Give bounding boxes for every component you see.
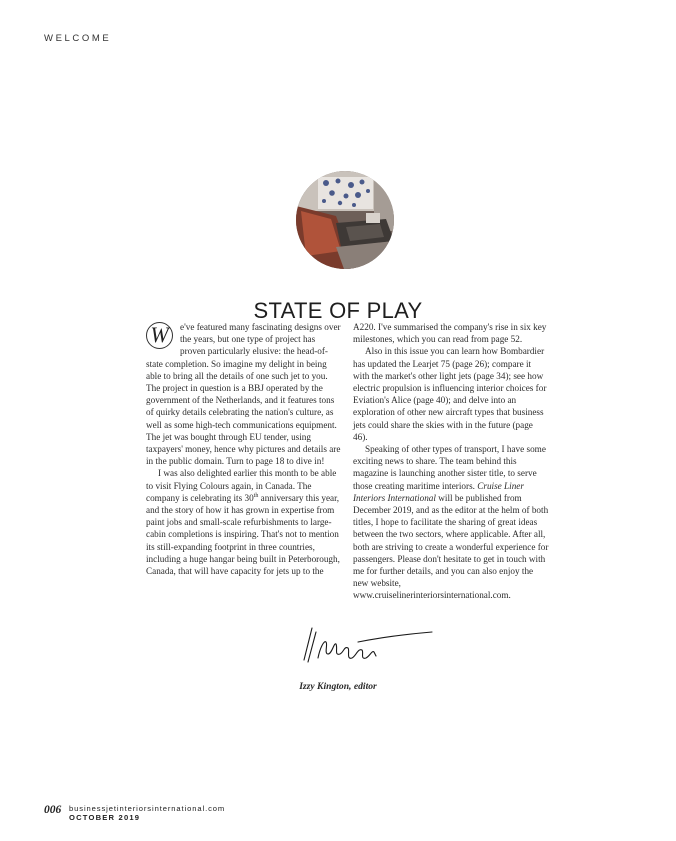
page-number: 006 [44, 804, 62, 816]
hero-image [296, 171, 394, 269]
magazine-title: Cruise Liner Interiors International [353, 480, 524, 503]
body-column-left [146, 321, 342, 577]
footer-issue-date: OCTOBER 2019 [69, 813, 141, 822]
section-label: WELCOME [44, 33, 112, 44]
article-title: STATE OF PLAY [253, 297, 423, 323]
paragraph-issue-contents: Also in this issue you can learn how Bombardier has updated the Learjet 75 (page 26); compare it with the market's other light jets (page 34); see how electric propulsion is influencing interior choices for Eviation's Alice (page 40); and delve into an exploration of other new aircraft types that business jets could share the skies with in the future (page 46). [353, 346, 547, 442]
superscript: th [253, 492, 259, 499]
paragraph-continued [353, 321, 549, 345]
editor-signoff: Izzy Kington, editor [299, 681, 377, 692]
paragraph-intro [146, 321, 342, 467]
paragraph-text: I was also delighted earlier this month to be able to visit Flying Colours again, in Canada. The company is celebrating its 30 [146, 468, 337, 503]
continued-text: A220. I've summarised the company's rise in six key milestones, which you can read from page 52. [353, 322, 547, 345]
paragraph-text: anniversary this year, and the story of how it has grown in expertise from paint jobs and small-scale refurbishments to large-cabin completions is inspiring. That's not to mention its still-expanding footprint in three countries, including a huge hangar being built in Peterborough, Canada, that will have capacity for jets up to the [146, 492, 340, 577]
footer-website: businessjetinteriorsinternational.com [69, 804, 226, 813]
paragraph-flying-colours [146, 467, 342, 577]
paragraph-text: will be published from December 2019, and as the editor at the helm of both titles, I hope to facilitate the sharing of great ideas between the two sectors, where applicable. After all, both are striving to create a wonderful experience for passengers. Please don't hesitate to get in touch with me for further details, and you can also enjoy the new website, www.cruiselinerinteriorsinternational.com. [353, 492, 549, 601]
paragraph-text: Speaking of other types of transport, I have some exciting news to share. The team behind this magazine is launching another sister title, to serve those creating maritime interiors. [353, 444, 546, 491]
drop-cap: W [146, 322, 173, 349]
paragraph-intro-text: e've featured many fascinating designs over the years, but one type of project has proven particularly elusive: the head-of-state completion. So imagine my delight in being able to bring all the details of one such jet to you. The project in question is a BBJ operated by the government of the Netherlands, and it features tons of quirky details celebrating the nation's culture, as well as some high-tech communications equipment. The jet was bought through EU tender, using taxpayers' money, hence why pictures and details are in the public domain. Turn to page 18 to dive in! [146, 322, 341, 467]
editor-signature [298, 620, 438, 675]
body-column-right [353, 321, 549, 602]
cabin-interior-photo [296, 171, 394, 269]
paragraph-news [353, 443, 549, 602]
